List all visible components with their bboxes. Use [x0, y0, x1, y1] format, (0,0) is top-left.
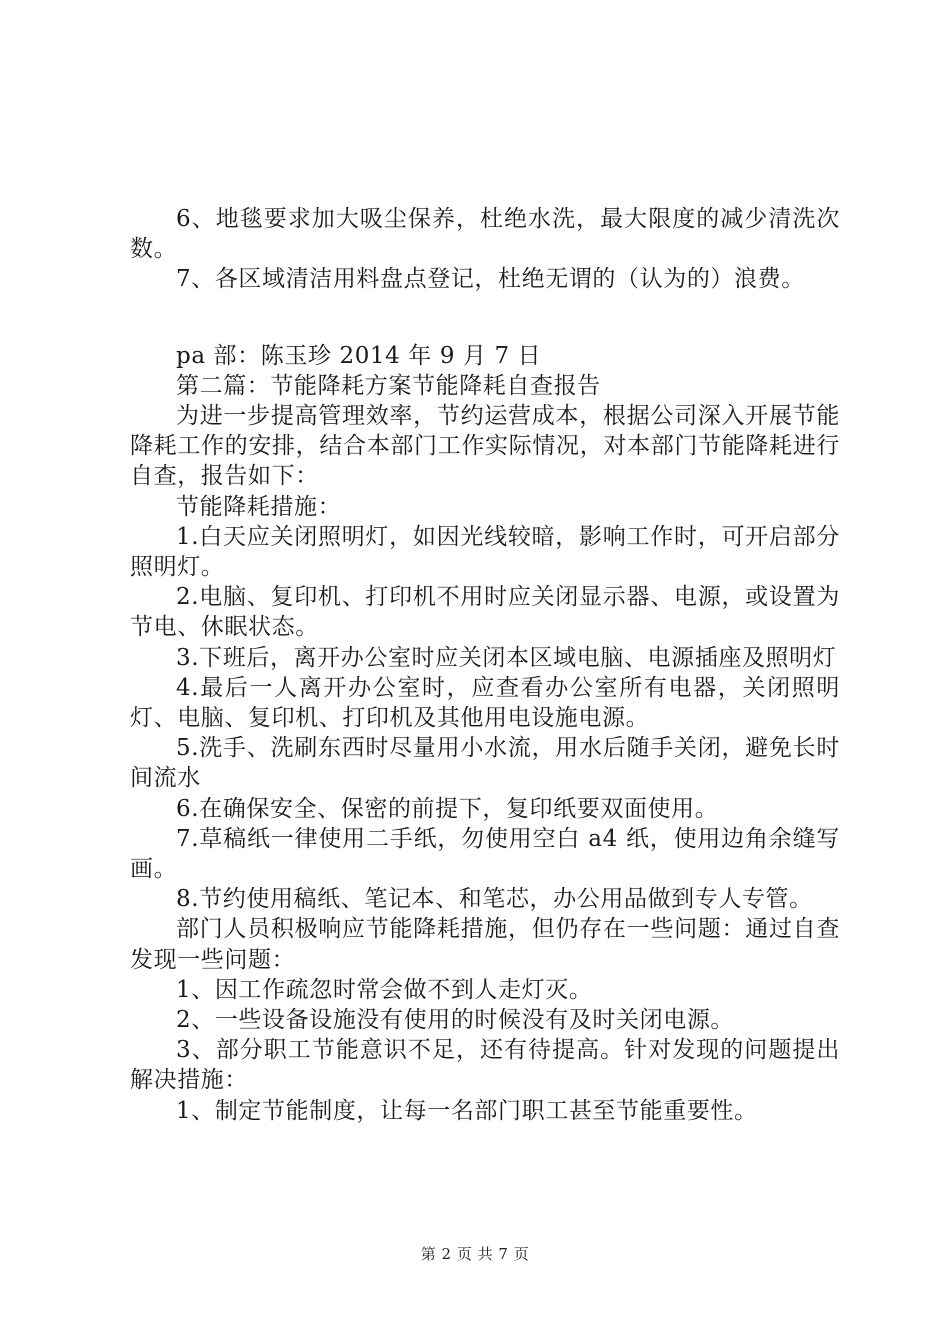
page-footer: 第 2 页 共 7 页 [420, 1245, 530, 1263]
list-item: 2、一些设备设施没有使用的时候没有及时关闭电源。 [176, 1007, 735, 1034]
list-item: 1.白天应关闭照明灯，如因光线较暗，影响工作时，可开启部分照明灯。 [130, 523, 840, 581]
list-item: 5.洗手、洗刷东西时尽量用小水流，用水后随手关闭，避免长时间流水 [130, 735, 840, 792]
document-body [130, 204, 840, 1126]
subheading: 节能降耗措施： [176, 493, 342, 520]
list-item: 2.电脑、复印机、打印机不用时应关闭显示器、电源，或设置为节电、休眠状态。 [130, 584, 840, 641]
list-item: 3.下班后，离开办公室时应关闭本区域电脑、电源插座及照明灯 [176, 644, 837, 671]
list-item: 1、因工作疏忽时常会做不到人走灯灭。 [176, 976, 593, 1003]
list-item: 3、部分职工节能意识不足，还有待提高。针对发现的问题提出解决措施： [130, 1037, 840, 1094]
list-item: 4.最后一人离开办公室时，应查看办公室所有电器，关闭照明灯、电脑、复印机、打印机及其他用电设施电源。 [130, 674, 840, 732]
paragraph: 7、各区域清洁用料盘点登记，杜绝无谓的（认为的）浪费。 [176, 266, 805, 293]
list-item: 7.草稿纸一律使用二手纸，勿使用空白 a4 纸，使用边角余缝写画。 [130, 825, 840, 883]
paragraph: 6、地毯要求加大吸尘保养，杜绝水洗，最大限度的减少清洗次数。 [130, 206, 840, 263]
section-title: 第二篇：节能降耗方案节能降耗自查报告 [176, 372, 601, 399]
paragraph-gap [130, 295, 840, 341]
list-item: 6.在确保安全、保密的前提下，复印纸要双面使用。 [176, 795, 719, 822]
signature-line: pa 部：陈玉珍 2014 年 9 月 7 日 [176, 342, 542, 369]
list-item: 1、制定节能制度，让每一名部门职工甚至节能重要性。 [176, 1097, 758, 1124]
paragraph: 为进一步提高管理效率，节约运营成本，根据公司深入开展节能降耗工作的安排，结合本部门工作实际情况，对本部门节能降耗进行自查，报告如下： [130, 403, 840, 490]
list-item: 8.节约使用稿纸、笔记本、和笔芯，办公用品做到专人专管。 [176, 886, 813, 913]
paragraph: 部门人员积极响应节能降耗措施，但仍存在一些问题：通过自查发现一些问题： [130, 916, 840, 973]
